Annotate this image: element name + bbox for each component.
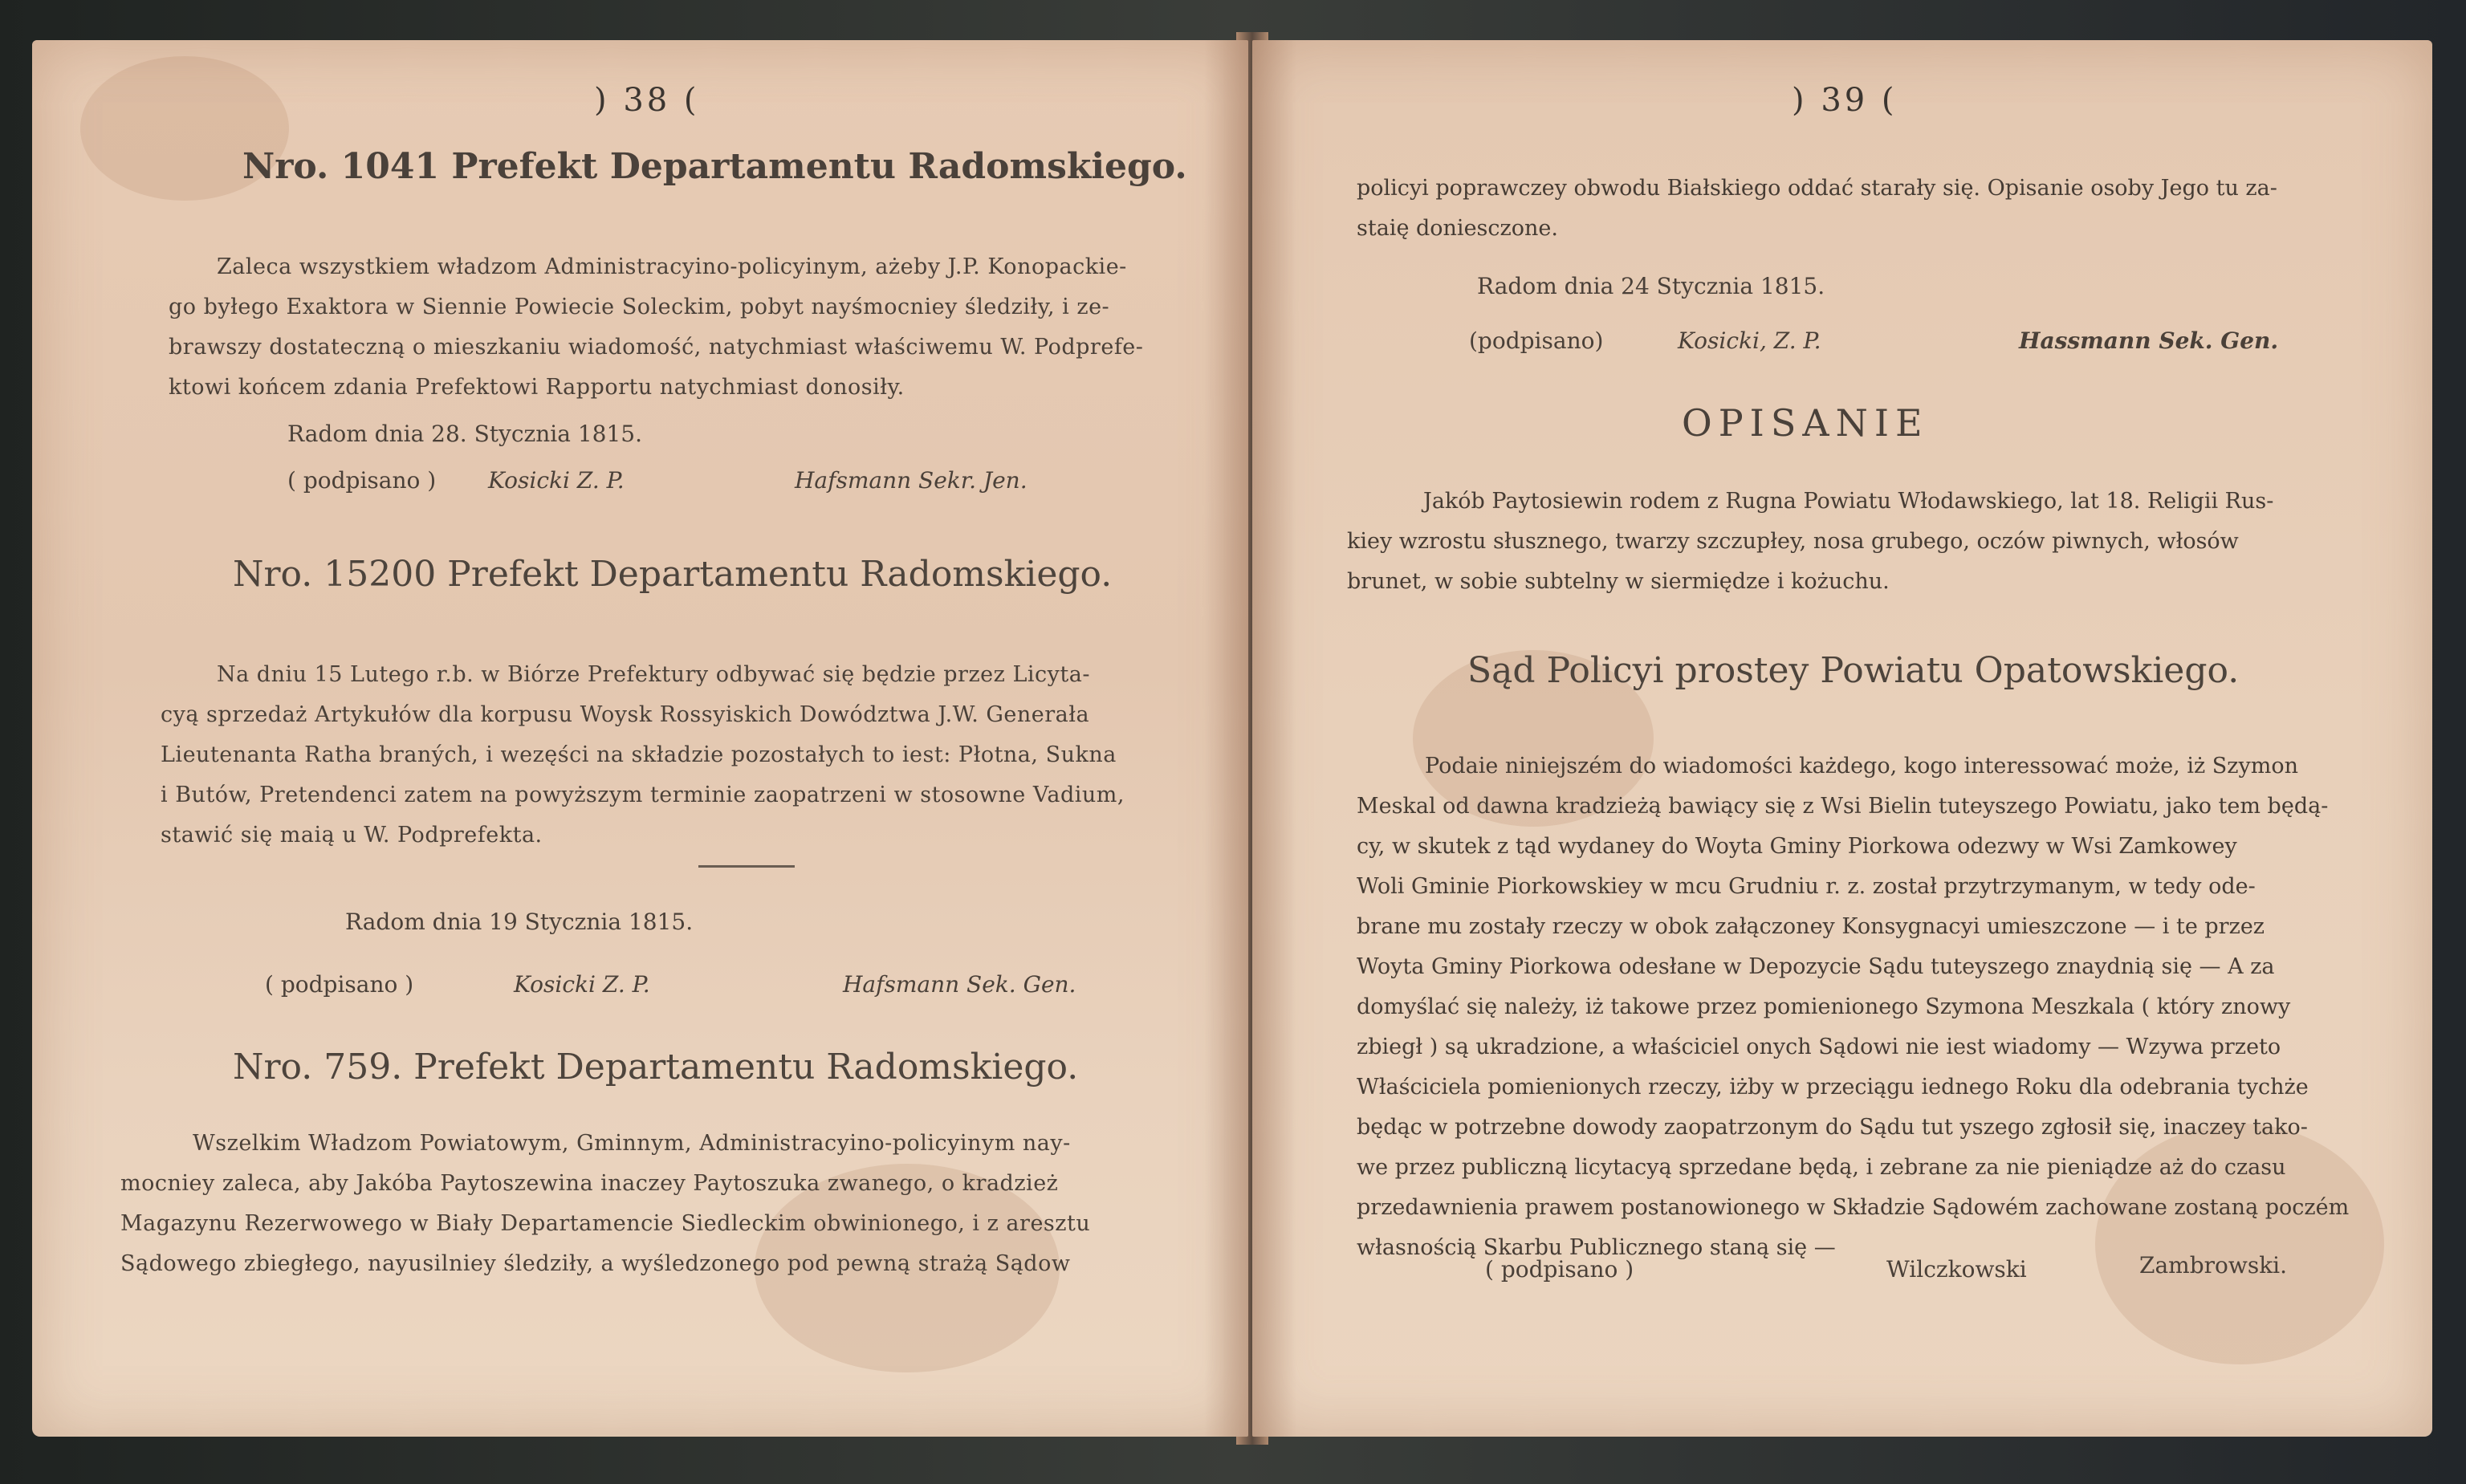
text-line: brane mu zostały rzeczy w obok załączoney Konsygnacyi umieszczone — i te przez <box>1357 914 2265 939</box>
signer <box>2019 327 2278 354</box>
text-line: domyślać się należy, iż takowe przez pomienionego Szymona Meszkala ( który znowy <box>1357 994 2291 1019</box>
text-line: brawszy dostateczną o mieszkaniu wiadomość, natychmiast właściwemu W. Podprefe- <box>169 335 1144 360</box>
text-line: ktowi końcem zdania Prefektowi Rapportu natychmiast donosiły. <box>169 375 905 400</box>
text-line: własnością Skarbu Publicznego staną się — <box>1357 1235 1836 1260</box>
section-heading: Sąd Policyi prostey Powiatu Opatowskiego. <box>1467 650 2240 691</box>
text-line: Woyta Gminy Piorkowa odesłane w Depozycie Sądu tuteyszego znaydnią się — A za <box>1357 954 2275 979</box>
page-shadow <box>1252 40 1296 1437</box>
podpisano: ( podpisano ) <box>1485 1256 1634 1283</box>
divider <box>698 865 795 868</box>
signer-name: Wilczkowski <box>1886 1256 2027 1283</box>
text-line: kiey wzrostu słusznego, twarzy szczupłey, nosa grubego, oczów piwnych, włosów <box>1347 529 2239 554</box>
signer <box>1678 327 1821 354</box>
continuation-text <box>1357 169 2384 249</box>
right-page <box>1252 40 2432 1437</box>
text-line: Woli Gminie Piorkowskiey w mcu Grudniu r. z. został przytrzymanym, w tedy ode- <box>1357 874 2256 899</box>
text-line: Meskal od dawna kradzieżą bawiący się z Wsi Bielin tuteyszego Powiatu, jako tem będą- <box>1357 794 2329 819</box>
podpisano: (podpisano) <box>1469 327 1604 354</box>
signer <box>488 467 625 494</box>
section-heading: Nro. 1041 Prefekt Departamentu Radomskiego. <box>242 146 1187 187</box>
text-line: we przez publiczną licytacyą sprzedane będą, i zebrane za nie pieniądze aż do czasu <box>1357 1155 2286 1180</box>
text-line: staię doniesczone. <box>1357 216 1558 241</box>
text-line: będąc w potrzebne dowody zaopatrzonym do Sądu tut yszego zgłosił się, inaczey tako- <box>1357 1115 2308 1140</box>
signer-name: Kosicki Z. P. <box>488 467 625 494</box>
podpisano: ( podpisano ) <box>265 971 414 998</box>
text-line: policyi poprawczey obwodu Białskiego oddać starały się. Opisanie osoby Jego tu za- <box>1357 176 2277 201</box>
section-text <box>169 247 1188 408</box>
page-number: ) 39 ( <box>1792 82 1898 119</box>
signer-name: Kosicki Z. P. <box>514 971 650 998</box>
page-number: ) 38 ( <box>594 82 700 119</box>
page-shadow <box>1204 40 1248 1437</box>
signer-name: Hafsmann Sek. Gen. <box>843 971 1076 998</box>
opisanie-title: OPISANIE <box>1682 401 1929 445</box>
text-line: Jakób Paytosiewin rodem z Rugna Powiatu Włodawskiego, lat 18. Religii Rus- <box>1423 489 2274 514</box>
text-line: przedawnienia prawem postanowionego w Składzie Sądowém zachowane zostaną poczém <box>1357 1195 2350 1220</box>
text-line: cy, w skutek z tąd wydaney do Woyta Gminy Piorkowa odezwy w Wsi Zamkowey <box>1357 834 2237 859</box>
signer-name: Zambrowski. <box>2139 1252 2288 1279</box>
sad-text <box>1357 746 2392 1268</box>
text-line: Właściciela pomienionych rzeczy, iżby w przeciągu iednego Roku dla odebrania tychże <box>1357 1075 2309 1100</box>
date-line: Radom dnia 28. Stycznia 1815. <box>287 421 643 447</box>
date-line: Radom dnia 24 Stycznia 1815. <box>1477 273 1825 299</box>
left-page <box>32 40 1248 1437</box>
signer <box>795 467 1028 494</box>
signer-name: Kosicki, Z. P. <box>1678 327 1821 354</box>
text-line: Wszelkim Władzom Powiatowym, Gminnym, Administracyino-policyinym nay- <box>193 1131 1071 1156</box>
signer-name: Hafsmann Sekr. Jen. <box>795 467 1028 494</box>
text-line: i Butów, Pretendenci zatem na powyższym terminie zaopatrzeni w stosowne Vadium, <box>161 783 1125 807</box>
text-line: Podaie niniejszém do wiadomości każdego, kogo interessować może, iż Szymon <box>1425 754 2299 779</box>
date-line: Radom dnia 19 Stycznia 1815. <box>345 909 694 935</box>
text-line: brunet, w sobie subtelny w siermiędze i kożuchu. <box>1347 569 1890 594</box>
text-line: stawić się maią u W. Podprefekta. <box>161 823 543 848</box>
text-line: Sądowego zbiegłego, nayusilniey śledziły, a wyśledzonego pod pewną strażą Sądow <box>120 1251 1071 1276</box>
signer <box>514 971 650 998</box>
text-line: Lieutenanta Ratha braných, i wezęści na składzie pozostałych to iest: Płotna, Sukna <box>161 742 1117 767</box>
text-line: Zaleca wszystkiem władzom Administracyino-policyinym, ażeby J.P. Konopackie- <box>217 254 1127 279</box>
text-line: cyą sprzedaż Artykułów dla korpusu Woysk Rossyiskich Dowództwa J.W. Generała <box>161 702 1090 727</box>
text-line: go byłego Exaktora w Siennie Powiecie Soleckim, pobyt nayśmocniey śledziły, i ze- <box>169 295 1110 319</box>
section-heading: Nro. 759. Prefekt Departamentu Radomskiego. <box>233 1047 1079 1088</box>
opisanie-text <box>1347 482 2383 602</box>
signer <box>843 971 1076 998</box>
section-text <box>120 1124 1164 1284</box>
section-text <box>161 655 1180 856</box>
signer-name: Hassmann Sek. Gen. <box>2019 327 2279 354</box>
text-line: Na dniu 15 Lutego r.b. w Biórze Prefektury odbywać się będzie przez Licyta- <box>217 662 1090 687</box>
text-line: mocniey zaleca, aby Jakóba Paytoszewina inaczey Paytoszuka zwanego, o kradzież <box>120 1171 1059 1196</box>
section-heading: Nro. 15200 Prefekt Departamentu Radomskiego. <box>233 554 1113 595</box>
text-line: zbiegł ) są ukradzione, a właściciel onych Sądowi nie iest wiadomy — Wzywa przeto <box>1357 1035 2281 1059</box>
text-line: Magazynu Rezerwowego w Biały Departamencie Siedleckim obwinionego, i z aresztu <box>120 1211 1091 1236</box>
podpisano: ( podpisano ) <box>287 467 437 494</box>
